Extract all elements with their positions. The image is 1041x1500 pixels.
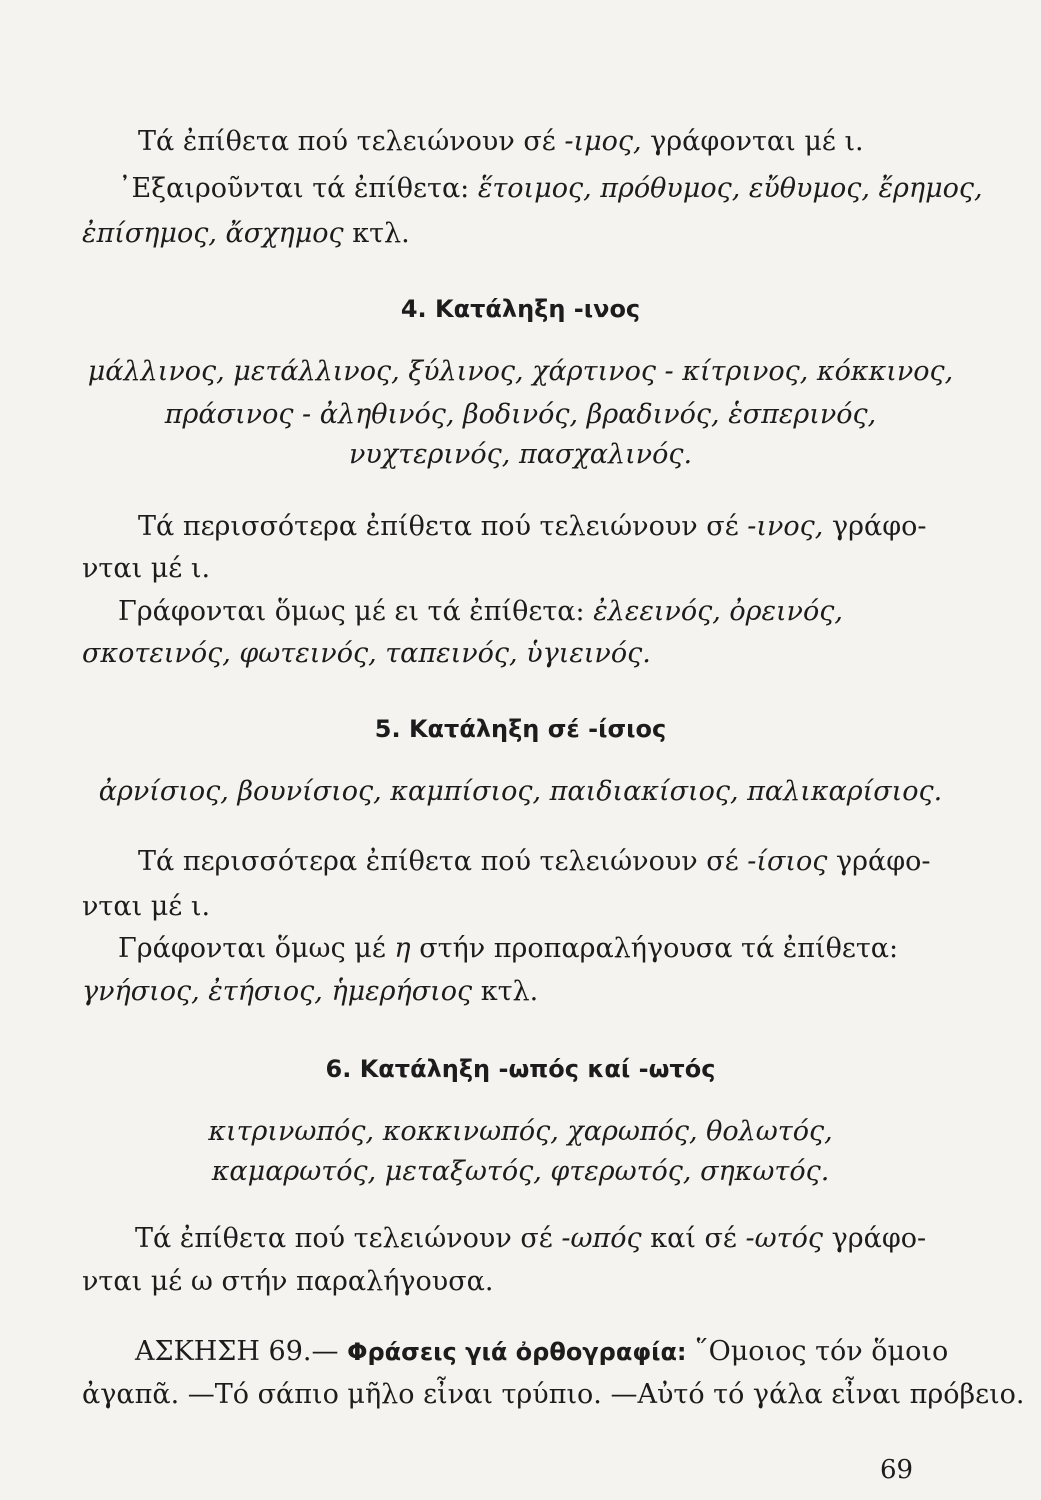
text-line: Τά περισσότερα ἐπίθετα πού τελειώνουν σέ -ινος, γράφο- — [138, 511, 927, 542]
example-line: πράσινος - ἀληθινός, βοδινός, βραδινός, ἑσπερινός, — [164, 399, 877, 430]
exercise-line: ΑΣΚΗΣΗ 69.— Φράσεις γιά ὀρθογραφία: ῞Ομοιος τόν ὅμοιο — [135, 1336, 949, 1367]
example-line: ἀρνίσιος, βουνίσιος, καμπίσιος, παιδιακίσιος, παλικαρίσιος. — [98, 776, 943, 807]
section-heading-5: 5. Κατάληξη σέ -ίσιος — [374, 715, 667, 743]
example-line: νυχτερινός, πασχαλινός. — [348, 439, 693, 470]
example-line: καμαρωτός, μεταξωτός, φτερωτός, σηκωτός. — [211, 1156, 830, 1187]
text-line: σκοτεινός, φωτεινός, ταπεινός, ὑγιεινός. — [82, 638, 651, 669]
text-line: γνήσιος, ἐτήσιος, ἡμερήσιος κτλ. — [82, 976, 539, 1007]
page-number: 69 — [880, 1455, 914, 1485]
example-line: μάλλινος, μετάλλινος, ξύλινος, χάρτινος - κίτρινος, κόκκινος, — [87, 356, 954, 387]
text-line: Γράφονται ὅμως μέ ει τά ἐπίθετα: ἐλεεινός, ὀρεινός, — [118, 596, 843, 627]
text-line: Τά ἐπίθετα πού τελειώνουν σέ -ιμος, γράφονται μέ ι. — [138, 126, 864, 157]
text-line: ᾿Εξαιροῦνται τά ἐπίθετα: ἕτοιμος, πρόθυμος, εὔθυμος, ἔρημος, — [118, 173, 983, 204]
exercise-title: Φράσεις γιά ὀρθογραφία: — [347, 1338, 687, 1366]
section-heading-4: 4. Κατάληξη -ινος — [400, 295, 641, 323]
text-line: νται μέ ω στήν παραλήγουσα. — [82, 1266, 494, 1297]
text-line: Γράφονται ὅμως μέ η στήν προπαραλήγουσα τά ἐπίθετα: — [118, 933, 899, 964]
example-line: κιτρινωπός, κοκκινωπός, χαρωπός, θολωτός, — [208, 1116, 833, 1147]
text-line: νται μέ ι. — [82, 553, 211, 584]
text-line: Τά ἐπίθετα πού τελειώνουν σέ -ωπός καί σέ -ωτός γράφο- — [135, 1223, 927, 1254]
exercise-line: ἀγαπᾶ. —Τό σάπιο μῆλο εἶναι τρύπιο. —Αὐτό τό γάλα εἶναι πρόβειο. — [82, 1379, 1025, 1410]
section-heading-6: 6. Κατάληξη -ωπός καί -ωτός — [325, 1055, 716, 1083]
text-line: ἐπίσημος, ἄσχημος κτλ. — [82, 218, 410, 249]
text-line: Τά περισσότερα ἐπίθετα πού τελειώνουν σέ -ίσιος γράφο- — [138, 846, 931, 877]
text-line: νται μέ ι. — [82, 891, 211, 922]
